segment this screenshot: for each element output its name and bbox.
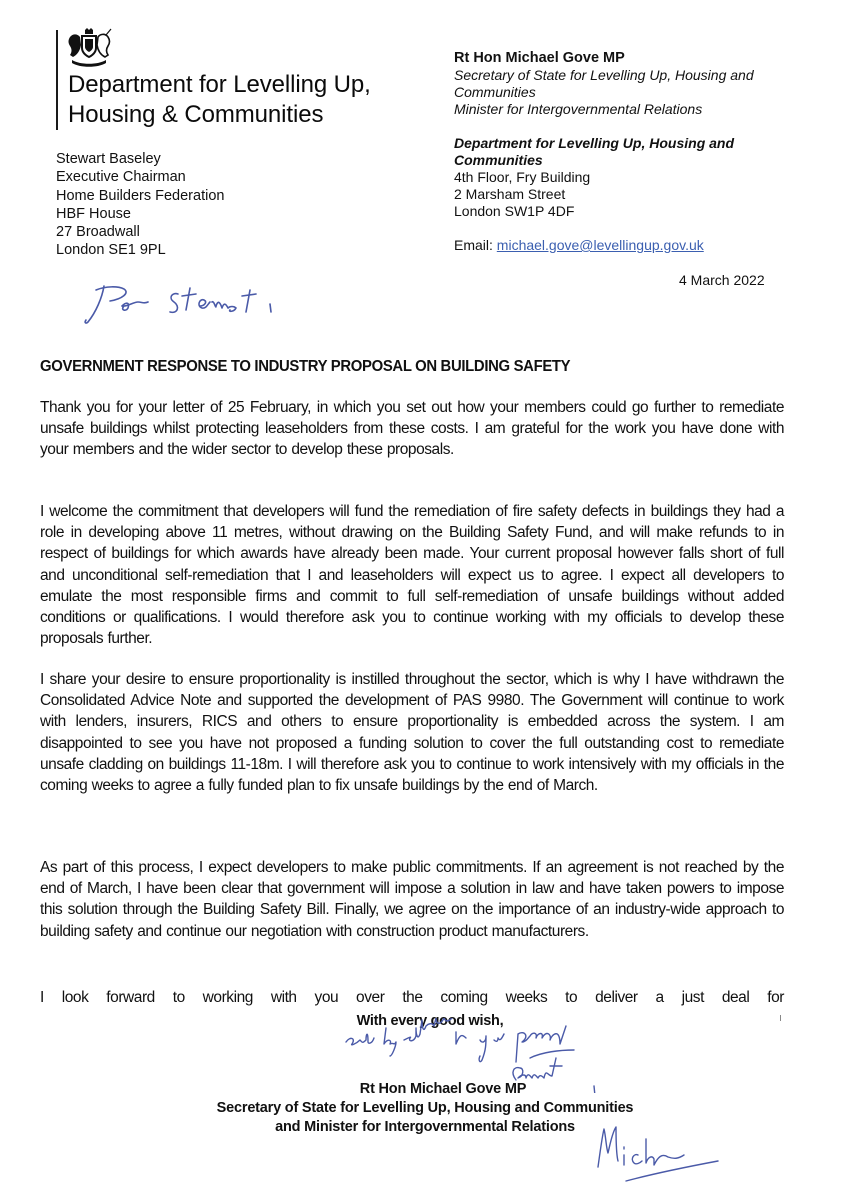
letterhead-rule [56,30,58,130]
body-paragraph-4: As part of this process, I expect developers to make public commitments. If an agreement is not reached by the end of March, I have been clear that government will impose a solution in law and have taken powers to impose this solution through the Building Safety Bill. Finally, we agree on the importance of an industry-wide approach to building safety and continue our negotiation with construction product manufacturers. [40,859,784,940]
body-paragraph-1: Thank you for your letter of 25 February, in which you set out how your members could go further to remediate unsafe buildings whilst protecting leaseholders from these costs. I am grateful for the work you have done with your members and the wider sector to develop these proposals. [40,399,784,459]
handwritten-salutation [82,280,292,330]
handwritten-signature [590,1115,750,1185]
letter-subject: GOVERNMENT RESPONSE TO INDUSTRY PROPOSAL ON BUILDING SAFETY [40,358,571,375]
sender-dept-line-1: Department for Levelling Up, Housing and [454,135,735,151]
body-paragraph-3: I share your desire to ensure proportionality is instilled throughout the sector, which is why I have withdrawn the Consolidated Advice Note and supported the development of PAS 9980. The Government will continue to work with lenders, insurers, RICS and others to ensure proportionality is embedded across the system. I am disappointed to see you have not proposed a funding solution to cover the full outstanding cost to remediate unsafe cladding on buildings 11-18m. I will therefore ask you to continue to work intensively with my officials in the coming weeks to agree a fully funded plan to fix unsafe buildings by the end of March. [40,671,784,795]
sender-email-row [454,237,754,254]
signatory-name: Rt Hon Michael Gove MP [359,1081,527,1097]
letter-date: 4 March 2022 [679,272,765,288]
signatory-role-line-2: and Minister for Intergovernmental Relations [275,1119,575,1135]
sender-address-line-1: 4th Floor, Fry Building [454,169,591,185]
department-line-2: Housing & Communities [68,101,324,128]
department-line-1: Department for Levelling Up, [68,71,371,98]
sender-address-line-3: London SW1P 4DF [454,203,575,219]
sender-address-line-2: 2 Marsham Street [454,186,566,202]
sender-dept-line-2: Communities [454,152,543,168]
recipient-street: 27 Broadwall [56,224,140,241]
recipient-address [56,150,224,260]
recipient-name: Stewart Baseley [56,151,161,167]
closing-text: With every good wish, [356,1013,504,1029]
recipient-city: London SE1 9PL [56,242,166,259]
sender-name: Rt Hon Michael Gove MP [454,50,625,66]
sender-role-line-3: Minister for Intergovernmental Relations [454,101,703,117]
recipient-organisation: Home Builders Federation [56,187,225,204]
email-link[interactable]: michael.gove@levellingup.gov.uk [496,237,704,253]
scan-mark [780,1015,781,1021]
email-label: Email: [454,237,497,253]
signatory-role-line-1: Secretary of State for Levelling Up, Housing and Communities [216,1100,634,1116]
sender-block [454,50,754,254]
sender-role-line-1: Secretary of State for Levelling Up, Housing and [454,67,754,83]
body-paragraph-5: I look forward to working with you over the coming weeks to deliver a just deal for [40,989,784,1006]
sender-role-line-2: Communities [454,84,536,100]
recipient-title: Executive Chairman [56,169,186,186]
royal-coat-of-arms-icon [66,27,112,67]
body-paragraph-2: I welcome the commitment that developers will fund the remediation of fire safety defects in buildings they had a role in developing above 11 metres, without drawing on the Building Safety Fund, and will make refunds to in respect of buildings for which awards have already been made. Your current proposal however falls short of full and unconditional self-remediation that I and leaseholders will expect us to agree. I expect all developers to emulate the most responsible firms and commit to full self-remediation of unsafe buildings without added conditions or qualifications. I would therefore ask you to continue working with my officials to develop these proposals further. [40,503,784,648]
department-name [68,70,371,130]
recipient-building: HBF House [56,205,131,222]
